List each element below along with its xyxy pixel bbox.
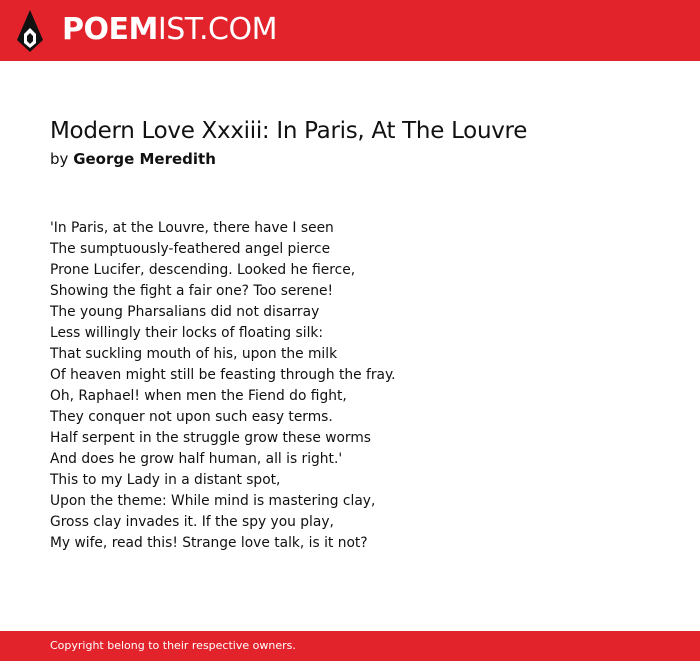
poem-line: Less willingly their locks of floating silk: xyxy=(50,325,324,341)
poem-line: My wife, read this! Strange love talk, is it not? xyxy=(50,535,368,551)
poem-line: Oh, Raphael! when men the Fiend do fight, xyxy=(50,388,347,404)
poem-line: That suckling mouth of his, upon the milk xyxy=(50,346,338,362)
poem-line: Prone Lucifer, descending. Looked he fierce, xyxy=(50,262,356,278)
poem-line: The sumptuously-feathered angel pierce xyxy=(50,241,331,257)
poem-line: And does he grow half human, all is right.' xyxy=(50,451,343,467)
poem-line: Upon the theme: While mind is mastering clay, xyxy=(50,493,376,509)
pencil-icon[interactable] xyxy=(17,10,43,52)
poem-line: 'In Paris, at the Louvre, there have I seen xyxy=(50,220,334,236)
poem-author[interactable]: George Meredith xyxy=(73,150,216,168)
site-footer xyxy=(0,631,700,661)
poem-line: They conquer not upon such easy terms. xyxy=(50,409,333,425)
poem-line: The young Pharsalians did not disarray xyxy=(50,304,320,320)
poem-byline xyxy=(50,148,216,170)
site-header xyxy=(0,0,700,61)
poem-line: Gross clay invades it. If the spy you play, xyxy=(50,514,334,530)
by-label: by xyxy=(50,150,69,168)
logo-text-light: IST.COM xyxy=(157,12,277,47)
copyright-text: Copyright belong to their respective owners. xyxy=(50,639,296,652)
poem-line: Half serpent in the struggle grow these worms xyxy=(50,430,371,446)
logo-text-bold: POEM xyxy=(62,12,158,47)
poem-line: This to my Lady in a distant spot, xyxy=(50,472,281,488)
poem-line: Showing the fight a fair one? Too serene! xyxy=(50,283,334,299)
poem-title: Modern Love Xxxiii: In Paris, At The Louvre xyxy=(50,118,528,144)
site-logo[interactable] xyxy=(62,12,277,48)
poem-body xyxy=(50,218,396,554)
poem-line: Of heaven might still be feasting through the fray. xyxy=(50,367,396,383)
